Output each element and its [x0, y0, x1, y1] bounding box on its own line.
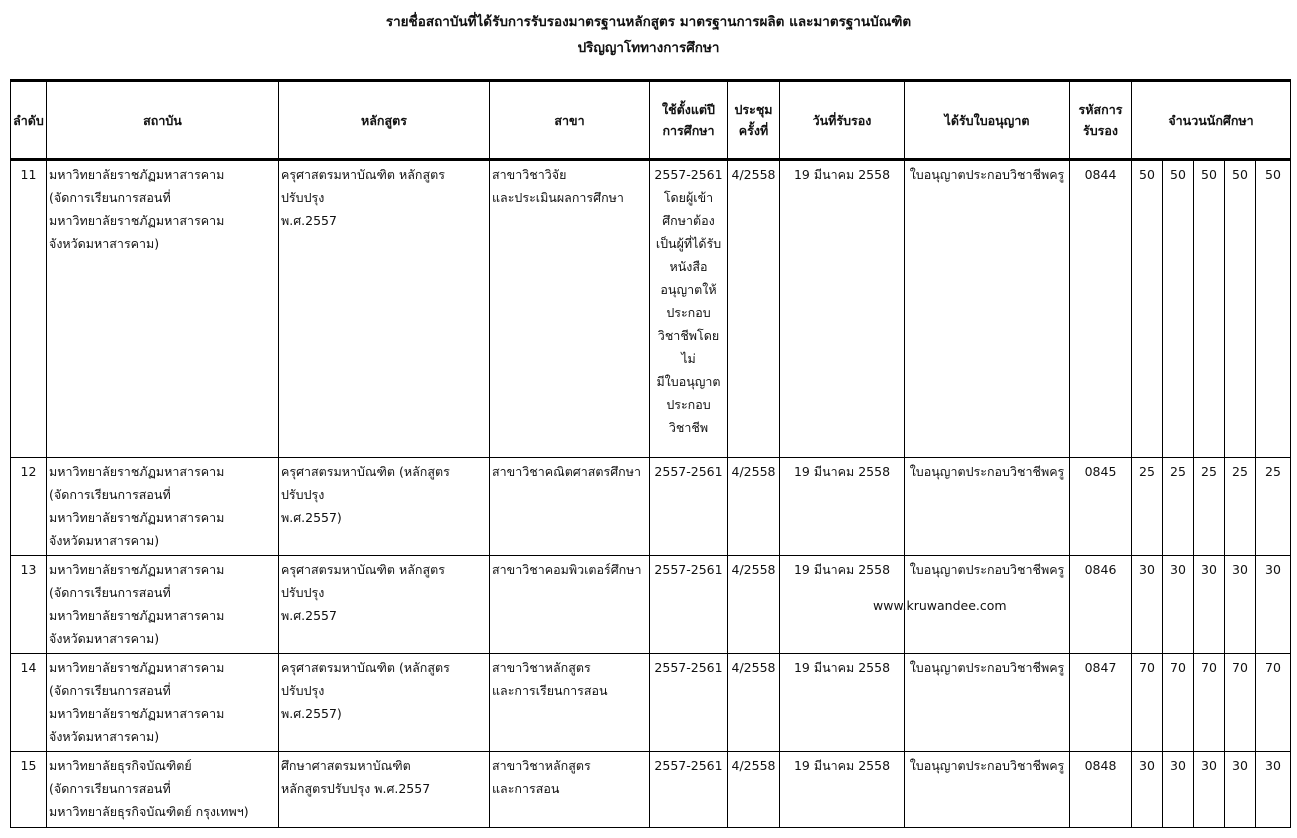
row-curriculum: ครุศาสตรมหาบัณฑิต หลักสูตรปรับปรุง พ.ศ.2557: [279, 160, 490, 458]
table-header-row: [11, 81, 1291, 160]
row-meeting: 4/2558: [728, 752, 780, 828]
row-students-1: 25: [1132, 458, 1163, 556]
row-date: 19 มีนาคม 2558: [780, 654, 905, 752]
row-students-1: 30: [1132, 752, 1163, 828]
table-row: [11, 556, 1291, 654]
row-no: 15: [11, 752, 47, 828]
col-header-institution: สถาบัน: [47, 81, 279, 160]
row-code: 0847: [1070, 654, 1132, 752]
row-institution: มหาวิทยาลัยราชภัฏมหาสารคาม (จัดการเรียนการสอนที่ มหาวิทยาลัยราชภัฏมหาสารคาม จังหวัดมหาสารคาม): [47, 654, 279, 752]
row-date: 19 มีนาคม 2558: [780, 752, 905, 828]
col-header-meeting: ประชุม ครั้งที่: [728, 81, 780, 160]
accreditation-table: [10, 79, 1291, 828]
row-students-4: 70: [1225, 654, 1256, 752]
row-since: 2557-2561: [650, 752, 728, 828]
row-students-2: 70: [1163, 654, 1194, 752]
col-header-major: สาขา: [490, 81, 650, 160]
row-meeting: 4/2558: [728, 556, 780, 654]
col-header-date: วันที่รับรอง: [780, 81, 905, 160]
row-institution: มหาวิทยาลัยราชภัฏมหาสารคาม (จัดการเรียนการสอนที่ มหาวิทยาลัยราชภัฏมหาสารคาม จังหวัดมหาสารคาม): [47, 458, 279, 556]
row-license: ใบอนุญาตประกอบวิชาชีพครู: [905, 654, 1070, 752]
row-meeting: 4/2558: [728, 654, 780, 752]
row-students-4: 50: [1225, 160, 1256, 458]
document-title: รายชื่อสถาบันที่ได้รับการรับรองมาตรฐานหลักสูตร มาตรฐานการผลิต และมาตรฐานบัณฑิต: [385, 14, 912, 30]
row-students-2: 30: [1163, 556, 1194, 654]
table-row: [11, 160, 1291, 458]
row-students-4: 25: [1225, 458, 1256, 556]
row-students-1: 50: [1132, 160, 1163, 458]
row-major: สาขาวิชาวิจัย และประเมินผลการศึกษา: [490, 160, 650, 458]
row-curriculum: ครุศาสตรมหาบัณฑิต หลักสูตรปรับปรุง พ.ศ.2557: [279, 556, 490, 654]
row-students-4: 30: [1225, 556, 1256, 654]
row-meeting: 4/2558: [728, 458, 780, 556]
row-license: ใบอนุญาตประกอบวิชาชีพครู: [905, 458, 1070, 556]
row-students-3: 25: [1194, 458, 1225, 556]
col-header-since: ใช้ตั้งแต่ปี การศึกษา: [650, 81, 728, 160]
row-code: 0844: [1070, 160, 1132, 458]
row-no: 12: [11, 458, 47, 556]
row-major: สาขาวิชาหลักสูตร และการสอน: [490, 752, 650, 828]
row-date: 19 มีนาคม 2558: [780, 160, 905, 458]
col-header-license: ได้รับใบอนุญาต: [905, 81, 1070, 160]
row-curriculum: ครุศาสตรมหาบัณฑิต (หลักสูตรปรับปรุง พ.ศ.2557): [279, 654, 490, 752]
row-students-2: 50: [1163, 160, 1194, 458]
table-row: [11, 458, 1291, 556]
row-since: 2557-2561 โดยผู้เข้า ศึกษาต้อง เป็นผู้ที่ได้รับ หนังสือ อนุญาตให้ ประกอบ วิชาชีพโดยไม่ มีใบอนุญาต ประกอบ วิชาชีพ: [650, 160, 728, 458]
row-meeting: 4/2558: [728, 160, 780, 458]
row-license: ใบอนุญาตประกอบวิชาชีพครู: [905, 752, 1070, 828]
row-curriculum: ศึกษาศาสตรมหาบัณฑิต หลักสูตรปรับปรุง พ.ศ.2557: [279, 752, 490, 828]
row-students-4: 30: [1225, 752, 1256, 828]
row-institution: มหาวิทยาลัยราชภัฏมหาสารคาม (จัดการเรียนการสอนที่ มหาวิทยาลัยราชภัฏมหาสารคาม จังหวัดมหาสารคาม): [47, 160, 279, 458]
row-major: สาขาวิชาคอมพิวเตอร์ศึกษา: [490, 556, 650, 654]
row-students-3: 30: [1194, 556, 1225, 654]
row-students-2: 30: [1163, 752, 1194, 828]
col-header-curriculum: หลักสูตร: [279, 81, 490, 160]
row-date: 19 มีนาคม 2558: [780, 458, 905, 556]
col-header-no: ลำดับ: [11, 81, 47, 160]
row-since: 2557-2561: [650, 458, 728, 556]
row-institution: มหาวิทยาลัยราชภัฏมหาสารคาม (จัดการเรียนการสอนที่ มหาวิทยาลัยราชภัฏมหาสารคาม จังหวัดมหาสารคาม): [47, 556, 279, 654]
row-students-5: 70: [1256, 654, 1291, 752]
row-institution: มหาวิทยาลัยธุรกิจบัณฑิตย์ (จัดการเรียนการสอนที่ มหาวิทยาลัยธุรกิจบัณฑิตย์ กรุงเทพฯ): [47, 752, 279, 828]
row-students-5: 30: [1256, 556, 1291, 654]
document-subtitle: ปริญญาโททางการศึกษา: [577, 40, 720, 56]
watermark-text: www.kruwandee.com: [873, 598, 1007, 613]
row-students-3: 30: [1194, 752, 1225, 828]
row-major: สาขาวิชาคณิตศาสตรศึกษา: [490, 458, 650, 556]
row-students-3: 70: [1194, 654, 1225, 752]
row-code: 0848: [1070, 752, 1132, 828]
row-no: 14: [11, 654, 47, 752]
row-students-5: 30: [1256, 752, 1291, 828]
col-header-students: จำนวนนักศึกษา: [1132, 81, 1291, 160]
row-curriculum: ครุศาสตรมหาบัณฑิต (หลักสูตรปรับปรุง พ.ศ.2557): [279, 458, 490, 556]
col-header-code: รหัสการ รับรอง: [1070, 81, 1132, 160]
row-no: 11: [11, 160, 47, 458]
row-since: 2557-2561: [650, 556, 728, 654]
row-code: 0845: [1070, 458, 1132, 556]
row-students-5: 25: [1256, 458, 1291, 556]
row-no: 13: [11, 556, 47, 654]
row-code: 0846: [1070, 556, 1132, 654]
row-students-5: 50: [1256, 160, 1291, 458]
row-major: สาขาวิชาหลักสูตร และการเรียนการสอน: [490, 654, 650, 752]
row-license: ใบอนุญาตประกอบวิชาชีพครู: [905, 556, 1070, 654]
row-students-2: 25: [1163, 458, 1194, 556]
row-students-1: 30: [1132, 556, 1163, 654]
row-students-1: 70: [1132, 654, 1163, 752]
row-since: 2557-2561: [650, 654, 728, 752]
table-row: [11, 654, 1291, 752]
row-license: ใบอนุญาตประกอบวิชาชีพครู: [905, 160, 1070, 458]
row-date: 19 มีนาคม 2558: [780, 556, 905, 654]
table-row: [11, 752, 1291, 828]
row-students-3: 50: [1194, 160, 1225, 458]
